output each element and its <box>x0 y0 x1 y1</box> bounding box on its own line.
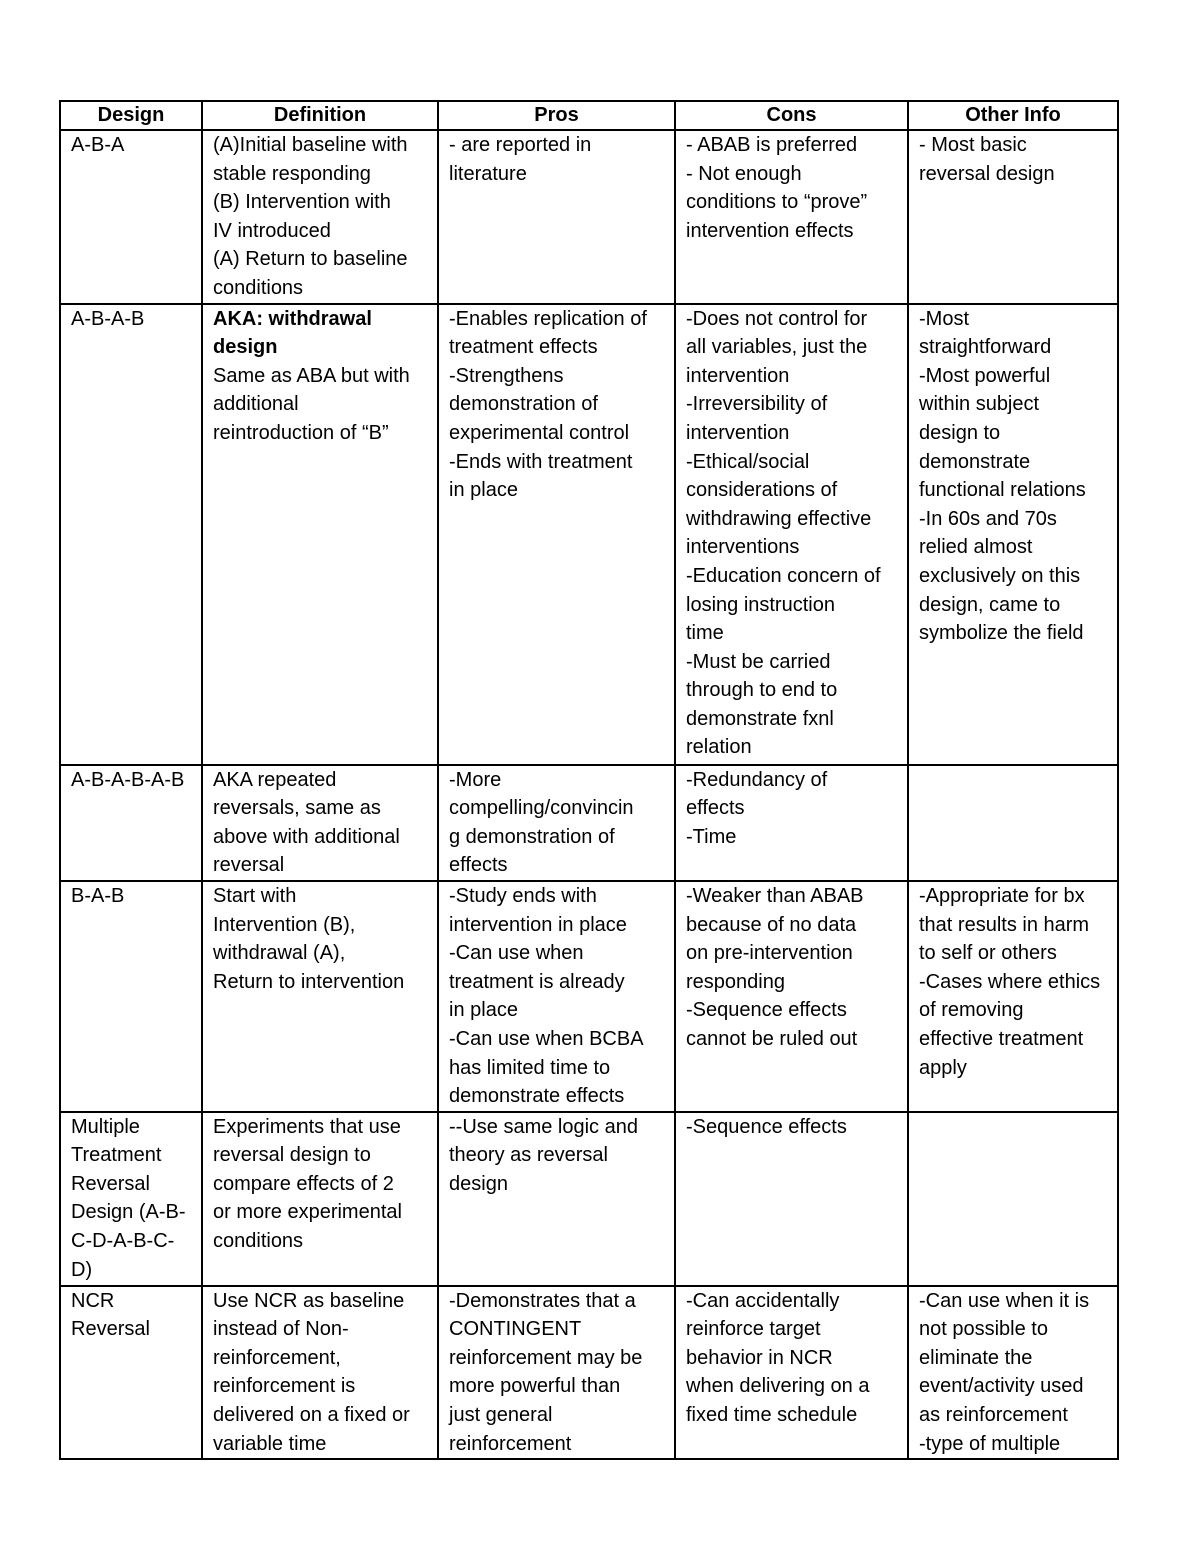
text-line: NCR <box>71 1289 115 1312</box>
text-line: literature <box>449 162 527 185</box>
text-line: intervention <box>686 364 790 387</box>
text-line: -Sequence effects <box>686 999 847 1022</box>
text-line: design, came to <box>919 593 1061 616</box>
text-line: exclusively on this <box>919 564 1081 587</box>
table-row <box>60 881 1118 1112</box>
text-line: -Study ends with <box>449 884 597 907</box>
text-line: in place <box>449 999 518 1022</box>
table-row <box>60 130 1118 304</box>
cell-pros <box>438 1286 675 1460</box>
text-line: reversal <box>213 854 285 877</box>
cell-definition <box>202 765 438 881</box>
text-line: relied almost <box>919 536 1033 559</box>
text-line: -Can accidentally <box>686 1289 840 1312</box>
cell-cons <box>675 304 908 765</box>
text-line: delivered on a fixed or <box>213 1404 410 1427</box>
header-row <box>60 101 1118 130</box>
text-line: (A) Return to baseline <box>213 248 408 271</box>
cell-cons <box>675 1286 908 1460</box>
cell-pros <box>438 304 675 765</box>
cell-design <box>60 304 202 765</box>
cell-design <box>60 130 202 304</box>
text-line: reinforcement <box>449 1432 572 1455</box>
text-line: Multiple <box>71 1115 140 1138</box>
cell-pros <box>438 130 675 304</box>
cell-other-info <box>908 1286 1118 1460</box>
text-line: -Ends with treatment <box>449 450 633 473</box>
text-line: (B) Intervention with <box>213 191 391 214</box>
text-line: within subject <box>919 393 1040 416</box>
text-line: in place <box>449 479 518 502</box>
text-line: as reinforcement <box>919 1404 1068 1427</box>
text-line: -Most powerful <box>919 364 1051 387</box>
text-line: --Use same logic and <box>449 1115 638 1138</box>
text-line: - Most basic <box>919 134 1027 156</box>
text-line: because of no data <box>686 913 857 936</box>
text-line: -Enables replication of <box>449 307 647 330</box>
cell-pros <box>438 881 675 1112</box>
text-line: behavior in NCR <box>686 1346 833 1369</box>
text-line: -Demonstrates that a <box>449 1289 636 1312</box>
text-line: IV introduced <box>213 219 331 242</box>
text-line: compelling/convincin <box>449 797 634 820</box>
text-line: C-D-A-B-C- <box>71 1230 175 1253</box>
text-line: -Sequence effects <box>686 1115 847 1138</box>
text-line: experimental control <box>449 421 630 444</box>
text-line: demonstration of <box>449 393 598 416</box>
cell-design <box>60 765 202 881</box>
text-line: -Must be carried <box>686 650 831 673</box>
text-line: symbolize the field <box>919 622 1084 645</box>
text-line: theory as reversal <box>449 1144 608 1167</box>
cell-definition <box>202 130 438 304</box>
text-line: conditions <box>213 276 304 299</box>
text-line: more powerful than <box>449 1375 621 1398</box>
text-line: -Redundancy of <box>686 768 828 791</box>
cell-pros <box>438 1112 675 1286</box>
text-line: instead of Non- <box>213 1318 349 1341</box>
text-line: additional <box>213 393 299 416</box>
text-line: event/activity used <box>919 1375 1084 1398</box>
text-line: - Not enough <box>686 162 802 185</box>
text-line: reinforcement, <box>213 1346 341 1369</box>
text-line: D) <box>71 1258 93 1281</box>
text-line: reversal design to <box>213 1144 371 1167</box>
cell-definition <box>202 1286 438 1460</box>
text-line: reinforcement may be <box>449 1346 643 1369</box>
text-line: relation <box>686 736 752 759</box>
text-line: -Ethical/social <box>686 450 810 473</box>
cell-other-info <box>908 1112 1118 1286</box>
text-line: Same as ABA but with <box>213 364 410 387</box>
cell-cons <box>675 130 908 304</box>
text-line: Experiments that use <box>213 1115 401 1138</box>
header-design: Design <box>60 101 202 130</box>
text-line: Return to intervention <box>213 970 405 993</box>
text-line: withdrawal (A), <box>213 942 346 965</box>
text-line: considerations of <box>686 479 838 502</box>
text-line: reversal design <box>919 162 1055 185</box>
text-line: variable time <box>213 1432 327 1455</box>
text-line: all variables, just the <box>686 336 868 359</box>
text-line: demonstrate effects <box>449 1085 625 1108</box>
text-line: fixed time schedule <box>686 1404 858 1427</box>
text-line: intervention in place <box>449 913 627 936</box>
text-line: demonstrate fxnl <box>686 707 834 730</box>
text-line: -Does not control for <box>686 307 868 330</box>
table-row <box>60 304 1118 765</box>
text-line: eliminate the <box>919 1346 1033 1369</box>
text-line: or more experimental <box>213 1201 402 1224</box>
text-line: straightforward <box>919 336 1052 359</box>
text-line: -In 60s and 70s <box>919 507 1057 530</box>
cell-cons <box>675 1112 908 1286</box>
text-line: reinforce target <box>686 1318 821 1341</box>
cell-design <box>60 1112 202 1286</box>
header-pros: Pros <box>438 101 675 130</box>
text-line: when delivering on a <box>686 1375 870 1398</box>
text-line: A-B-A-B-A-B <box>71 768 185 791</box>
table-row <box>60 1286 1118 1460</box>
text-line: that results in harm <box>919 913 1090 936</box>
text-line: CONTINGENT <box>449 1318 582 1341</box>
text-line: AKA repeated <box>213 768 337 791</box>
text-line: cannot be ruled out <box>686 1027 858 1050</box>
text-line: g demonstration of <box>449 825 615 848</box>
cell-other-info <box>908 304 1118 765</box>
text-line: has limited time to <box>449 1056 611 1079</box>
text-line: -Education concern of <box>686 564 881 587</box>
text-line: -Can use when BCBA <box>449 1027 644 1050</box>
text-line: (A)Initial baseline with <box>213 134 408 156</box>
text-line: stable responding <box>213 162 371 185</box>
header-other-info: Other Info <box>908 101 1118 130</box>
text-line: demonstrate <box>919 450 1031 473</box>
text-line: -Cases where ethics <box>919 970 1101 993</box>
text-line: on pre-intervention <box>686 942 853 965</box>
cell-other-info <box>908 130 1118 304</box>
text-line: -Appropriate for bx <box>919 884 1085 907</box>
text-line: effects <box>449 854 508 877</box>
reversal-designs-table <box>59 100 1119 1460</box>
text-line: -More <box>449 768 502 791</box>
text-line: not possible to <box>919 1318 1048 1341</box>
text-line: Intervention (B), <box>213 913 356 936</box>
table-row <box>60 765 1118 881</box>
cell-design <box>60 1286 202 1460</box>
cell-design <box>60 881 202 1112</box>
text-line: responding <box>686 970 785 993</box>
text-line: A-B-A-B <box>71 307 145 330</box>
text-line: -Most <box>919 307 969 330</box>
text-line: B-A-B <box>71 884 125 907</box>
cell-other-info <box>908 881 1118 1112</box>
text-line: design <box>449 1172 508 1195</box>
text-line: withdrawing effective <box>686 507 872 530</box>
text-line: just general <box>449 1404 553 1427</box>
text-line: Use NCR as baseline <box>213 1289 405 1312</box>
text-line: intervention <box>686 421 790 444</box>
text-line: interventions <box>686 536 800 559</box>
cell-definition <box>202 304 438 765</box>
text-line: conditions to “prove” <box>686 191 868 214</box>
header-cons: Cons <box>675 101 908 130</box>
text-line: treatment is already <box>449 970 625 993</box>
text-line: -Weaker than ABAB <box>686 884 864 907</box>
text-line: -type of multiple <box>919 1432 1061 1455</box>
text-line: design to <box>919 421 1001 444</box>
text-line: -Irreversibility of <box>686 393 828 416</box>
text-line: reversals, same as <box>213 797 381 820</box>
text-line: Treatment <box>71 1144 162 1167</box>
text-line-bold: design <box>213 336 278 359</box>
text-line: reinforcement is <box>213 1375 356 1398</box>
text-line: -Strengthens <box>449 364 564 387</box>
text-line: apply <box>919 1056 967 1079</box>
text-line: effects <box>686 797 745 820</box>
text-line: -Time <box>686 825 737 848</box>
text-line: time <box>686 622 724 645</box>
text-line: intervention effects <box>686 219 854 242</box>
header-definition: Definition <box>202 101 438 130</box>
text-line: reintroduction of “B” <box>213 421 389 444</box>
text-line: above with additional <box>213 825 400 848</box>
text-line: losing instruction <box>686 593 835 616</box>
text-line: conditions <box>213 1230 304 1253</box>
cell-definition <box>202 881 438 1112</box>
text-line: -Can use when <box>449 942 584 965</box>
text-line: Reversal <box>71 1318 150 1341</box>
text-line: A-B-A <box>71 134 125 156</box>
cell-definition <box>202 1112 438 1286</box>
text-line-bold: AKA: withdrawal <box>213 307 372 330</box>
cell-cons <box>675 881 908 1112</box>
text-line: compare effects of 2 <box>213 1172 394 1195</box>
text-line: - ABAB is preferred <box>686 134 858 156</box>
text-line: - are reported in <box>449 134 592 156</box>
text-line: to self or others <box>919 942 1057 965</box>
text-line: -Can use when it is <box>919 1289 1090 1312</box>
text-line: through to end to <box>686 679 838 702</box>
text-line: effective treatment <box>919 1027 1084 1050</box>
text-line: Design (A-B- <box>71 1201 186 1224</box>
table-row <box>60 1112 1118 1286</box>
text-line: Start with <box>213 884 297 907</box>
cell-other-info <box>908 765 1118 881</box>
text-line: Reversal <box>71 1172 150 1195</box>
text-line: functional relations <box>919 479 1086 502</box>
text-line: treatment effects <box>449 336 598 359</box>
cell-cons <box>675 765 908 881</box>
cell-pros <box>438 765 675 881</box>
text-line: of removing <box>919 999 1024 1022</box>
